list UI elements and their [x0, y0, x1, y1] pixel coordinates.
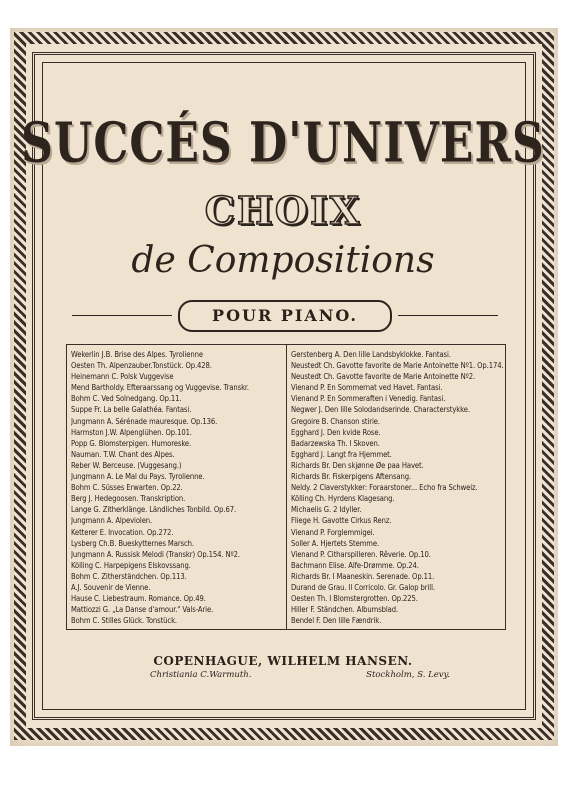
right-column-entry: Richards Br. Den skjønne Øe paa Havet. [291, 460, 424, 470]
left-column-entry: Bohm C. Zitherständchen. Op.113. [71, 571, 187, 581]
left-column-entry: Lange G. Zitherklänge. Ländliches Tonbild. Op.67. [71, 505, 237, 515]
main-title: SUCCÉS D'UNIVERS [21, 111, 545, 176]
left-column-entry: Kölling C. Harpepigens Elskovssang. [71, 560, 191, 570]
left-column-entry: Heinemann C. Polsk Vuggevise [71, 372, 174, 382]
left-column-entry: Jungmann A. Le Mal du Pays. Tyrolienne. [71, 472, 205, 482]
right-column-entry: Egghard J. Den kvide Rose. [291, 427, 381, 437]
right-column-entry: Vienand P. En Sommeraften i Venedig. Fantasi. [291, 394, 446, 404]
right-column-entry: Bendel F. Den lille Fændrik. [291, 616, 382, 626]
right-column-entry: Oesten Th. I Blomstergrotten. Op.225. [291, 594, 418, 604]
right-column-entry: Vienand P. Citharspilleren. Rêverie. Op.10. [291, 549, 431, 559]
right-column [286, 345, 505, 629]
right-column-entry: Neustedt Ch. Gavotte favorite de Marie Antoinette Nº1. Op.174. [291, 361, 504, 371]
left-column-entry: Bohm C. Ved Solnedgang. Op.11. [71, 394, 182, 404]
instrument-badge: POUR PIANO. [178, 300, 392, 332]
composition-lists [66, 344, 506, 630]
subtitle-compositions: de Compositions [131, 240, 435, 281]
left-column-entry: Oesten Th. Alpenzauber.Tonstück. Op.428. [71, 361, 212, 371]
left-column [67, 345, 286, 629]
left-column-entry: Hause C. Liebestraum. Romance. Op.49. [71, 594, 206, 604]
subtitle-choix: CHOIX [204, 188, 362, 233]
right-column-entry: Neldy. 2 Claverstykker: Foraarstoner... Echo fra Schweiz. [291, 483, 478, 493]
city-left: Christiania C.Warmuth. [150, 670, 252, 680]
right-column-entry: Richards Br. Fiskerpigens Aftensang. [291, 472, 412, 482]
left-column-entry: Harmston J.W. Alpenglühen. Op.101. [71, 427, 192, 437]
right-column-entry: Michaelis G. 2 Idyller. [291, 505, 362, 515]
right-column-entry: Fliege H. Gavotte Cirkus Renz. [291, 516, 392, 526]
left-column-entry: Bohm C. Süsses Erwarten. Op.22. [71, 483, 183, 493]
right-column-entry: Soller A. Hjertets Stemme. [291, 538, 380, 548]
left-column-entry: Mattiozzi G. „La Danse d'amour." Vals-Arie. [71, 605, 214, 615]
left-column-entry: A.J. Souvenir de Vienne. [71, 582, 151, 592]
right-column-entry: Vienand P. Forglemmigei. [291, 527, 375, 537]
cities-line [150, 670, 450, 680]
left-column-entry: Mend Bartholdy. Efteraarssang og Vuggevise. Transkr. [71, 383, 250, 393]
right-column-entry: Bachmann Elise. Alfe-Drømme. Op.24. [291, 560, 419, 570]
right-column-entry: Hiller F. Ständchen. Albumsblad. [291, 605, 399, 615]
right-column-entry: Gregoire B. Chanson stirie. [291, 416, 380, 426]
right-column-entry: Neustedt Ch. Gavotte favorite de Marie Antoinette Nº2. [291, 372, 476, 382]
publisher: COPENHAGUE, WILHELM HANSEN. [153, 654, 413, 668]
left-column-entry: Berg J. Hedegoosen. Transkription. [71, 494, 186, 504]
left-column-entry: Wekerlin J.B. Brise des Alpes. Tyrolienne [71, 350, 203, 359]
left-column-entry: Bohm C. Stilles Glück. Tonstück. [71, 616, 177, 626]
city-right: Stockholm, S. Levy. [366, 670, 450, 680]
right-column-entry: Durand de Grau. Il Corricolo. Gr. Galop brill. [291, 582, 435, 592]
left-column-entry: Jungmann A. Russisk Melodi (Transkr) Op.154. Nº2. [71, 549, 240, 559]
left-column-entry: Reber W. Berceuse. (Vuggesang.) [71, 460, 182, 470]
left-column-entry: Popp G. Blomsterpigen. Humoreske. [71, 438, 192, 448]
left-column-entry: Jungmann A. Alpeviolen. [71, 516, 153, 526]
left-column-entry: Suppe Fr. La belle Galathéa. Fantasi. [71, 405, 192, 415]
right-column-entry: Kölling Ch. Hyrdens Klagesang. [291, 494, 395, 504]
right-column-entry: Vienand P. En Sommernat ved Havet. Fantasi. [291, 383, 443, 393]
left-column-entry: Nauman. T.W. Chant des Alpes. [71, 449, 175, 459]
left-column-entry: Lysberg Ch.B. Bueskytternes Marsch. [71, 538, 194, 548]
right-column-entry: Gerstenberg A. Den lille Landsbyklokke. Fantasi. [291, 350, 451, 359]
right-column-entry: Egghard J. Langt fra Hjemmet. [291, 449, 392, 459]
left-column-entry: Ketterer E. Invocation. Op.272. [71, 527, 174, 537]
right-column-entry: Negwer J. Den lille Solodandserinde. Characterstykke. [291, 405, 470, 415]
right-column-entry: Badarzewska Th. I Skoven. [291, 438, 380, 448]
left-column-entry: Jungmann A. Sérénade mauresque. Op.136. [71, 416, 218, 426]
right-column-entry: Richards Br. I Maaneskin. Serenade. Op.11. [291, 571, 435, 581]
